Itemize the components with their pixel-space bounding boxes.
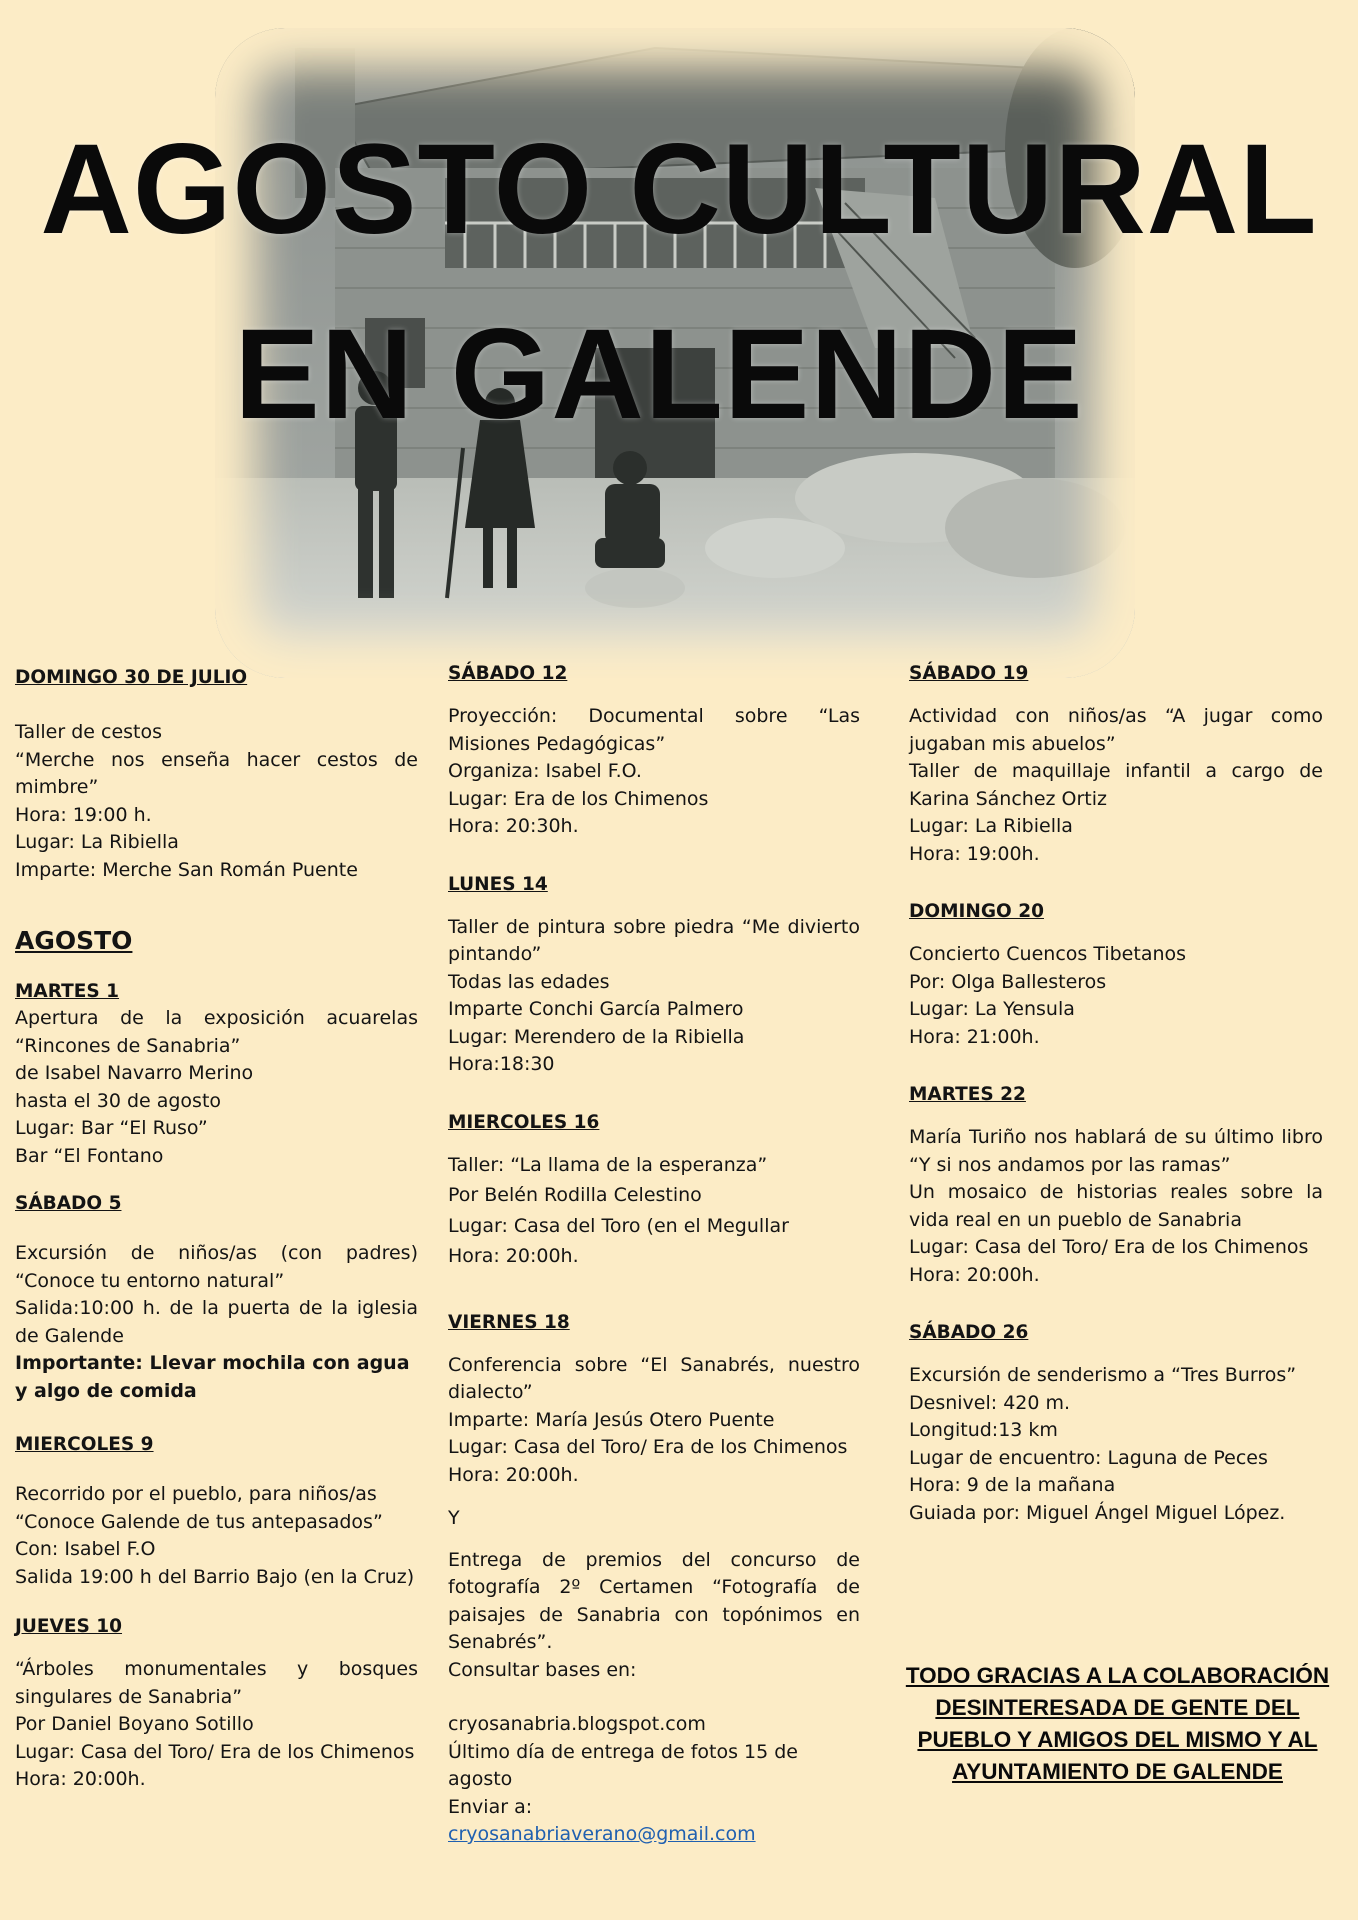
column-middle: [448, 660, 860, 1849]
event-line: Proyección: Documental sobre “Las Misiones Pedagógicas”: [448, 705, 860, 755]
event-line: Lugar: Era de los Chimenos: [448, 787, 709, 810]
event-line: Bar “El Fontano: [15, 1144, 164, 1167]
event-line: Salida 19:00 h del Barrio Bajo (en la Cruz): [15, 1565, 415, 1588]
column-right: [909, 660, 1323, 1527]
conjunction-text: Y: [448, 1507, 460, 1529]
event-line: “Conoce Galende de tus antepasados”: [15, 1510, 383, 1533]
thanks-note: TODO GRACIAS A LA COLABORACIÓN DESINTERESADA DE GENTE DEL PUEBLO Y AMIGOS DEL MISMO Y AL AYUNTAMIENTO DE GALENDE: [905, 1663, 1330, 1784]
event-line: Hora: 20:30h.: [448, 815, 579, 837]
event-heading: SÁBADO 12: [448, 663, 568, 684]
event-line: Por Belén Rodilla Celestino: [448, 1184, 702, 1206]
event-line: Por Daniel Boyano Sotillo: [15, 1713, 254, 1735]
event-line: Lugar: Bar “El Ruso”: [15, 1117, 208, 1139]
blog-address: cryosanabria.blogspot.com: [448, 1713, 706, 1735]
event-line: hasta el 30 de agosto: [15, 1089, 222, 1112]
event-line: Excursión de niños/as (con padres) “Conoce tu entorno natural”: [15, 1242, 418, 1292]
event-heading: SÁBADO 5: [15, 1193, 122, 1214]
event-heading: MARTES 22: [909, 1084, 1026, 1105]
event-line: Lugar: La Ribiella: [15, 831, 179, 853]
event-heading: SÁBADO 19: [909, 663, 1029, 684]
event-heading: JUEVES 10: [15, 1616, 123, 1637]
event-line: Taller de maquillaje infantil a cargo de Karina Sánchez Ortiz: [909, 760, 1323, 810]
event-line: Conferencia sobre “El Sanabrés, nuestro dialecto”: [448, 1353, 860, 1403]
event-line: Guiada por: Miguel Ángel Miguel López.: [909, 1501, 1286, 1524]
event-line: Excursión de senderismo a “Tres Burros”: [909, 1364, 1297, 1386]
event-line: María Turiño nos hablará de su último libro “Y si nos andamos por las ramas”: [909, 1126, 1323, 1176]
event-line: Salida:10:00 h. de la puerta de la iglesia de Galende: [15, 1297, 418, 1347]
event-line: Hora: 20:00h.: [15, 1768, 146, 1790]
column-left: [15, 660, 418, 1794]
event-line: Lugar: Merendero de la Ribiella: [448, 1025, 745, 1048]
poster-title-line-1: AGOSTO CULTURAL: [40, 118, 1318, 261]
event-line: de Isabel Navarro Merino: [15, 1062, 254, 1084]
event-line: Lugar: Casa del Toro/ Era de los Chimenos: [448, 1436, 848, 1458]
deadline-text: Último día de entrega de fotos 15 de agosto: [448, 1740, 798, 1790]
event-line: Longitud:13 km: [909, 1419, 1058, 1441]
month-heading: AGOSTO: [15, 926, 133, 955]
event-heading: SÁBADO 26: [909, 1322, 1029, 1343]
event-line: Lugar de encuentro: Laguna de Peces: [909, 1446, 1268, 1469]
event-line: Entrega de premios del concurso de fotografía 2º Certamen “Fotografía de paisajes de Sanabria con topónimos en Senabrés”.: [448, 1548, 860, 1653]
event-heading: MIERCOLES 16: [448, 1111, 600, 1133]
event-line: Hora:18:30: [448, 1053, 555, 1075]
event-line: Un mosaico de historias reales sobre la vida real en un pueblo de Sanabria: [909, 1181, 1323, 1231]
event-line: Por: Olga Ballesteros: [909, 970, 1107, 993]
event-line: Hora: 20:00h.: [909, 1263, 1040, 1286]
event-heading: DOMINGO 20: [909, 901, 1044, 922]
event-line: Hora: 19:00h.: [909, 842, 1040, 865]
event-line: Concierto Cuencos Tibetanos: [909, 943, 1187, 965]
important-note: Importante: Llevar mochila con agua y algo de comida: [15, 1352, 410, 1402]
send-to-label: Enviar a:: [448, 1795, 533, 1818]
event-line: Recorrido por el pueblo, para niños/as: [15, 1483, 377, 1505]
event-line: Lugar: La Ribiella: [909, 815, 1073, 837]
event-line: Hora: 19:00 h.: [15, 803, 152, 826]
event-line: Lugar: La Yensula: [909, 998, 1075, 1020]
event-line: Hora: 9 de la mañana: [909, 1474, 1116, 1496]
event-line: Lugar: Casa del Toro/ Era de los Chimenos: [909, 1236, 1309, 1258]
event-line: Desnivel: 420 m.: [909, 1391, 1071, 1414]
event-line: Apertura de la exposición acuarelas “Rincones de Sanabria”: [15, 1007, 418, 1057]
event-line: Consultar bases en:: [448, 1658, 637, 1681]
event-line: Hora: 20:00h.: [448, 1463, 579, 1486]
event-line: “Merche nos enseña hacer cestos de mimbre”: [15, 748, 418, 798]
event-line: Imparte: María Jesús Otero Puente: [448, 1408, 775, 1431]
event-line: Con: Isabel F.O: [15, 1538, 156, 1560]
event-line: Actividad con niños/as “A jugar como jugaban mis abuelos”: [909, 705, 1323, 755]
email-link[interactable]: cryosanabriaverano@gmail.com: [448, 1823, 756, 1845]
event-line: Hora: 21:00h.: [909, 1025, 1040, 1048]
event-heading: MARTES 1: [15, 981, 120, 1002]
event-line: “Árboles monumentales y bosques singulares de Sanabria”: [15, 1658, 418, 1708]
event-line: Todas las edades: [448, 970, 610, 993]
event-line: Taller: “La llama de la esperanza”: [448, 1153, 768, 1176]
poster-title-line-2: EN GALENDE: [234, 303, 1084, 446]
event-line: Lugar: Casa del Toro/ Era de los Chimenos: [15, 1740, 415, 1763]
event-heading: MIERCOLES 9: [15, 1434, 154, 1455]
event-line: Hora: 20:00h.: [448, 1245, 579, 1267]
event-line: Taller de pintura sobre piedra “Me divierto pintando”: [448, 915, 860, 965]
event-line: Taller de cestos: [15, 721, 162, 743]
event-heading: VIERNES 18: [448, 1311, 570, 1333]
event-line: Organiza: Isabel F.O.: [448, 760, 642, 782]
event-heading: DOMINGO 30 DE JULIO: [15, 667, 248, 688]
event-heading: LUNES 14: [448, 873, 548, 895]
event-line: Imparte: Merche San Román Puente: [15, 858, 358, 881]
event-line: Lugar: Casa del Toro (en el Megullar: [448, 1214, 789, 1237]
event-line: Imparte Conchi García Palmero: [448, 998, 744, 1020]
